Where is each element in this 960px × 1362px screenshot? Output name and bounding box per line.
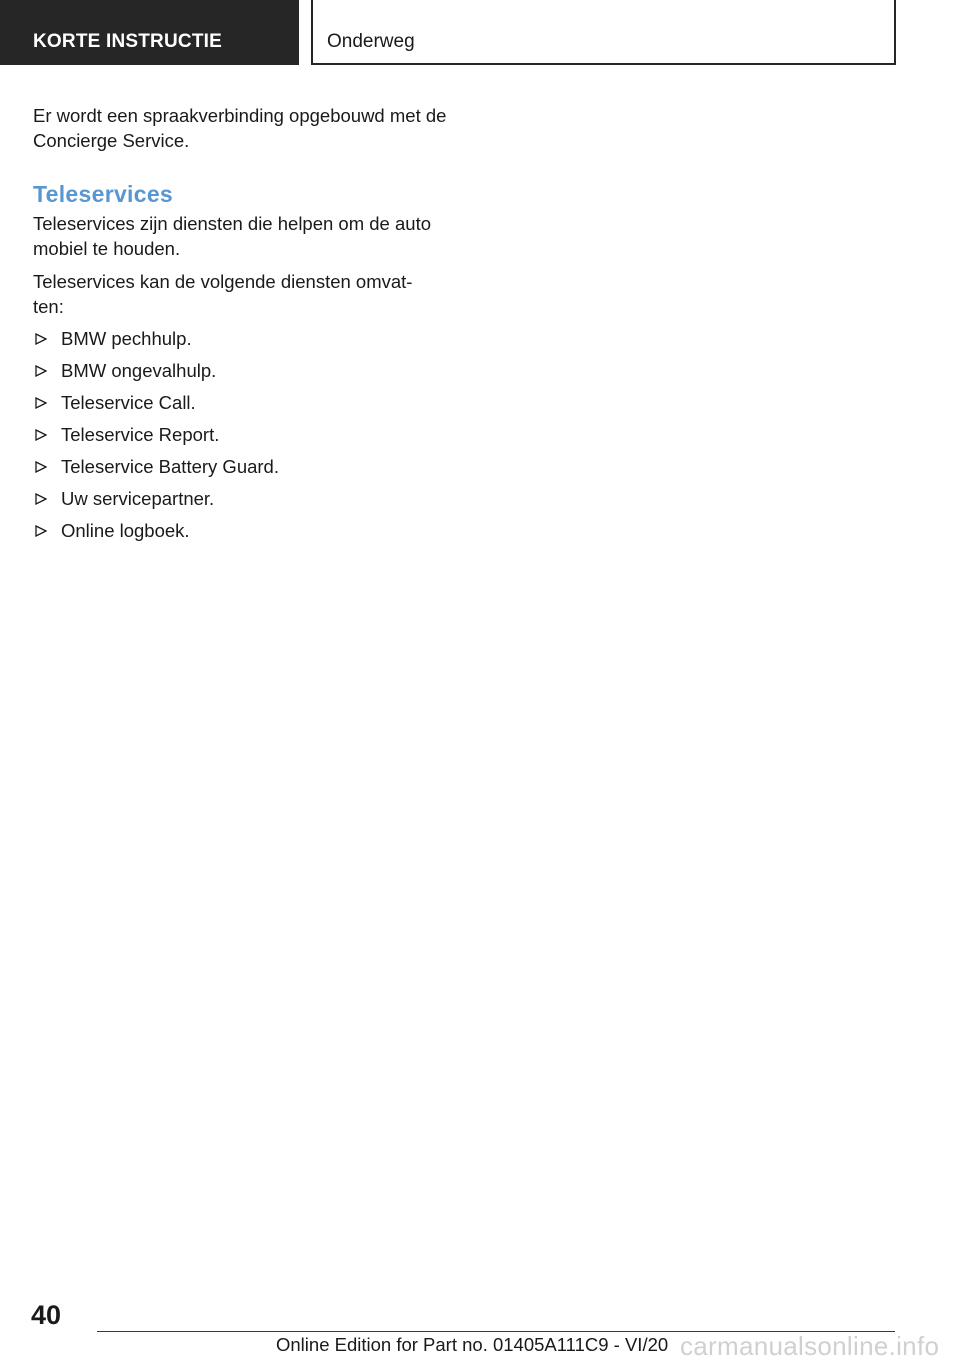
list-item-text: Uw servicepartner. bbox=[61, 488, 215, 509]
list-item bbox=[33, 390, 448, 415]
list-item bbox=[33, 358, 448, 383]
list-item-text: Teleservice Report. bbox=[61, 424, 220, 445]
intro-paragraph: Er wordt een spraakverbinding opgebouwd met de Concierge Service. bbox=[33, 105, 447, 151]
services-list bbox=[33, 326, 448, 543]
list-item bbox=[33, 326, 448, 351]
triangle-bullet-icon bbox=[35, 461, 47, 473]
list-item bbox=[33, 486, 448, 511]
page-number: 40 bbox=[31, 1300, 62, 1330]
page-content bbox=[33, 103, 448, 550]
chapter-header bbox=[311, 0, 896, 65]
list-item-text: Online logboek. bbox=[61, 520, 190, 541]
teleservices-paragraph-1: Teleservices zijn diensten die helpen om de auto mobiel te houden. bbox=[33, 213, 431, 259]
triangle-bullet-icon bbox=[35, 493, 47, 505]
triangle-bullet-icon bbox=[35, 397, 47, 409]
list-item bbox=[33, 422, 448, 447]
triangle-bullet-icon bbox=[35, 525, 47, 537]
section-tab-label: KORTE INSTRUCTIE bbox=[33, 31, 222, 52]
watermark: carmanualsonline.info bbox=[680, 1331, 940, 1361]
list-item-text: BMW pechhulp. bbox=[61, 328, 192, 349]
section-heading: Teleservices bbox=[33, 181, 174, 207]
list-item-text: Teleservice Call. bbox=[61, 392, 196, 413]
section-tab bbox=[0, 0, 299, 65]
list-item bbox=[33, 518, 448, 543]
triangle-bullet-icon bbox=[35, 429, 47, 441]
triangle-bullet-icon bbox=[35, 333, 47, 345]
triangle-bullet-icon bbox=[35, 365, 47, 377]
list-item bbox=[33, 454, 448, 479]
list-item-text: BMW ongevalhulp. bbox=[61, 360, 217, 381]
chapter-header-label: Onderweg bbox=[327, 31, 415, 52]
list-item-text: Teleservice Battery Guard. bbox=[61, 456, 279, 477]
teleservices-paragraph-2: Teleservices kan de volgende diensten omvat- ten: bbox=[33, 271, 413, 317]
edition-note: Online Edition for Part no. 01405A111C9 - VI/20 bbox=[276, 1334, 669, 1355]
